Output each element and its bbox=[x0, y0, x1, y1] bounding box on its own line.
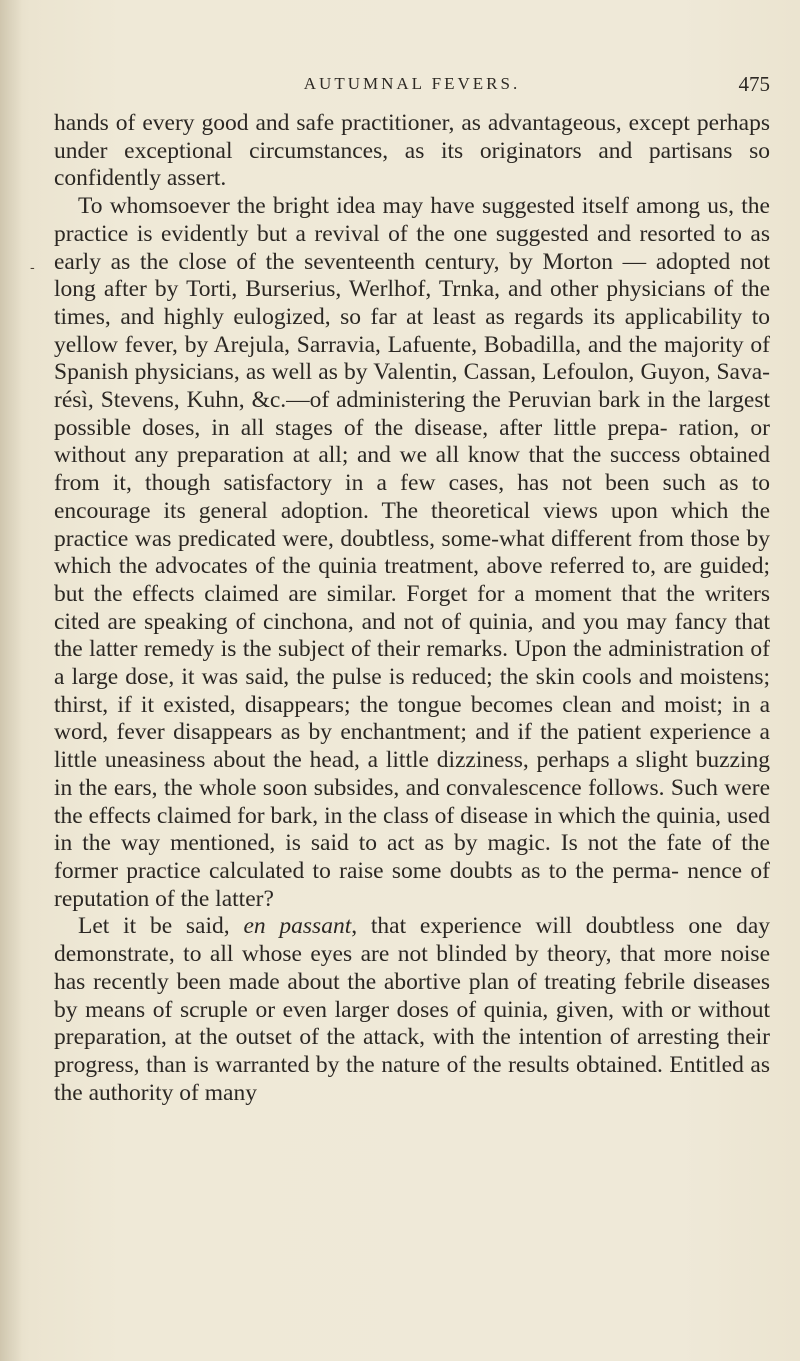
paragraph-3-rest: , that experience will doubtless one day demonstrate, to all whose eyes are not blinded by theory, that more noise has recently been made about the abortive plan of treating febrile diseases by means of scruple or even larger doses of quinia, given, with or without preparation, at the outset of the attack, with the intention of arresting their progress, than is warranted by the nature of the results obtained. Entitled as the authority of many bbox=[54, 913, 771, 1106]
paragraph-2: To whomsoever the bright idea may have suggested itself among us, the practice is evidently but a revival of the one suggested and resorted to as early as the close of the seventeenth century, by Morton — adopted not long after by Torti, Burserius, Werlhof, Trnka, and other physicians of the times, and highly eulogized, so far at least as regards its applicability to yellow fever, by Arejula, Sarravia, Lafuente, Bobadilla, and the majority of Spanish physicians, as well as by Valentin, Cassan, Lefoulon, Guyon, Sava-résì, Stevens, Kuhn, &c.—of administering the Peruvian bark in the largest possible doses, in all stages of the disease, after little prepa- ration, or without any preparation at all; and we all know that the success obtained from it, though satisfactory in a few cases, has not been such as to encourage its general adoption. The theoretical views upon which the practice was predicated were, doubtless, some-what different from those by which the advocates of the quinia treatment, above referred to, are guided; but the effects claimed are similar. Forget for a moment that the writers cited are speaking of cinchona, and not of quinia, and you may fancy that the latter remedy is the subject of their remarks. Upon the administration of a large dose, it was said, the pulse is reduced; the skin cools and moistens; thirst, if it existed, disappears; the tongue becomes clean and moist; in a word, fever disappears as by enchantment; and if the patient experience a little uneasiness about the head, a little dizziness, perhaps a slight buzzing in the ears, the whole soon subsides, and convalescence follows. Such were the effects claimed for bark, in the class of disease in which the quinia, used in the way mentioned, is said to act as by magic. Is not the fate of the former practice calculated to raise some doubts as to the perma- nence of reputation of the latter? bbox=[54, 193, 770, 912]
paragraph-3 bbox=[54, 913, 770, 1107]
paragraph-3-italic: en passant bbox=[243, 913, 352, 940]
paragraph-1: hands of every good and safe practitioner, as advantageous, except perhaps under exceptional circumstances, as its originators and partisans so confidently assert. bbox=[54, 110, 770, 192]
margin-mark: - bbox=[30, 260, 35, 276]
page-number: 475 bbox=[738, 72, 770, 96]
book-spine-shadow bbox=[0, 0, 22, 1361]
running-head: AUTUMNAL FEVERS. bbox=[303, 74, 521, 93]
paragraph-3-start: Let it be said, bbox=[78, 913, 230, 940]
body-text bbox=[54, 110, 770, 1107]
page-header bbox=[54, 74, 770, 104]
